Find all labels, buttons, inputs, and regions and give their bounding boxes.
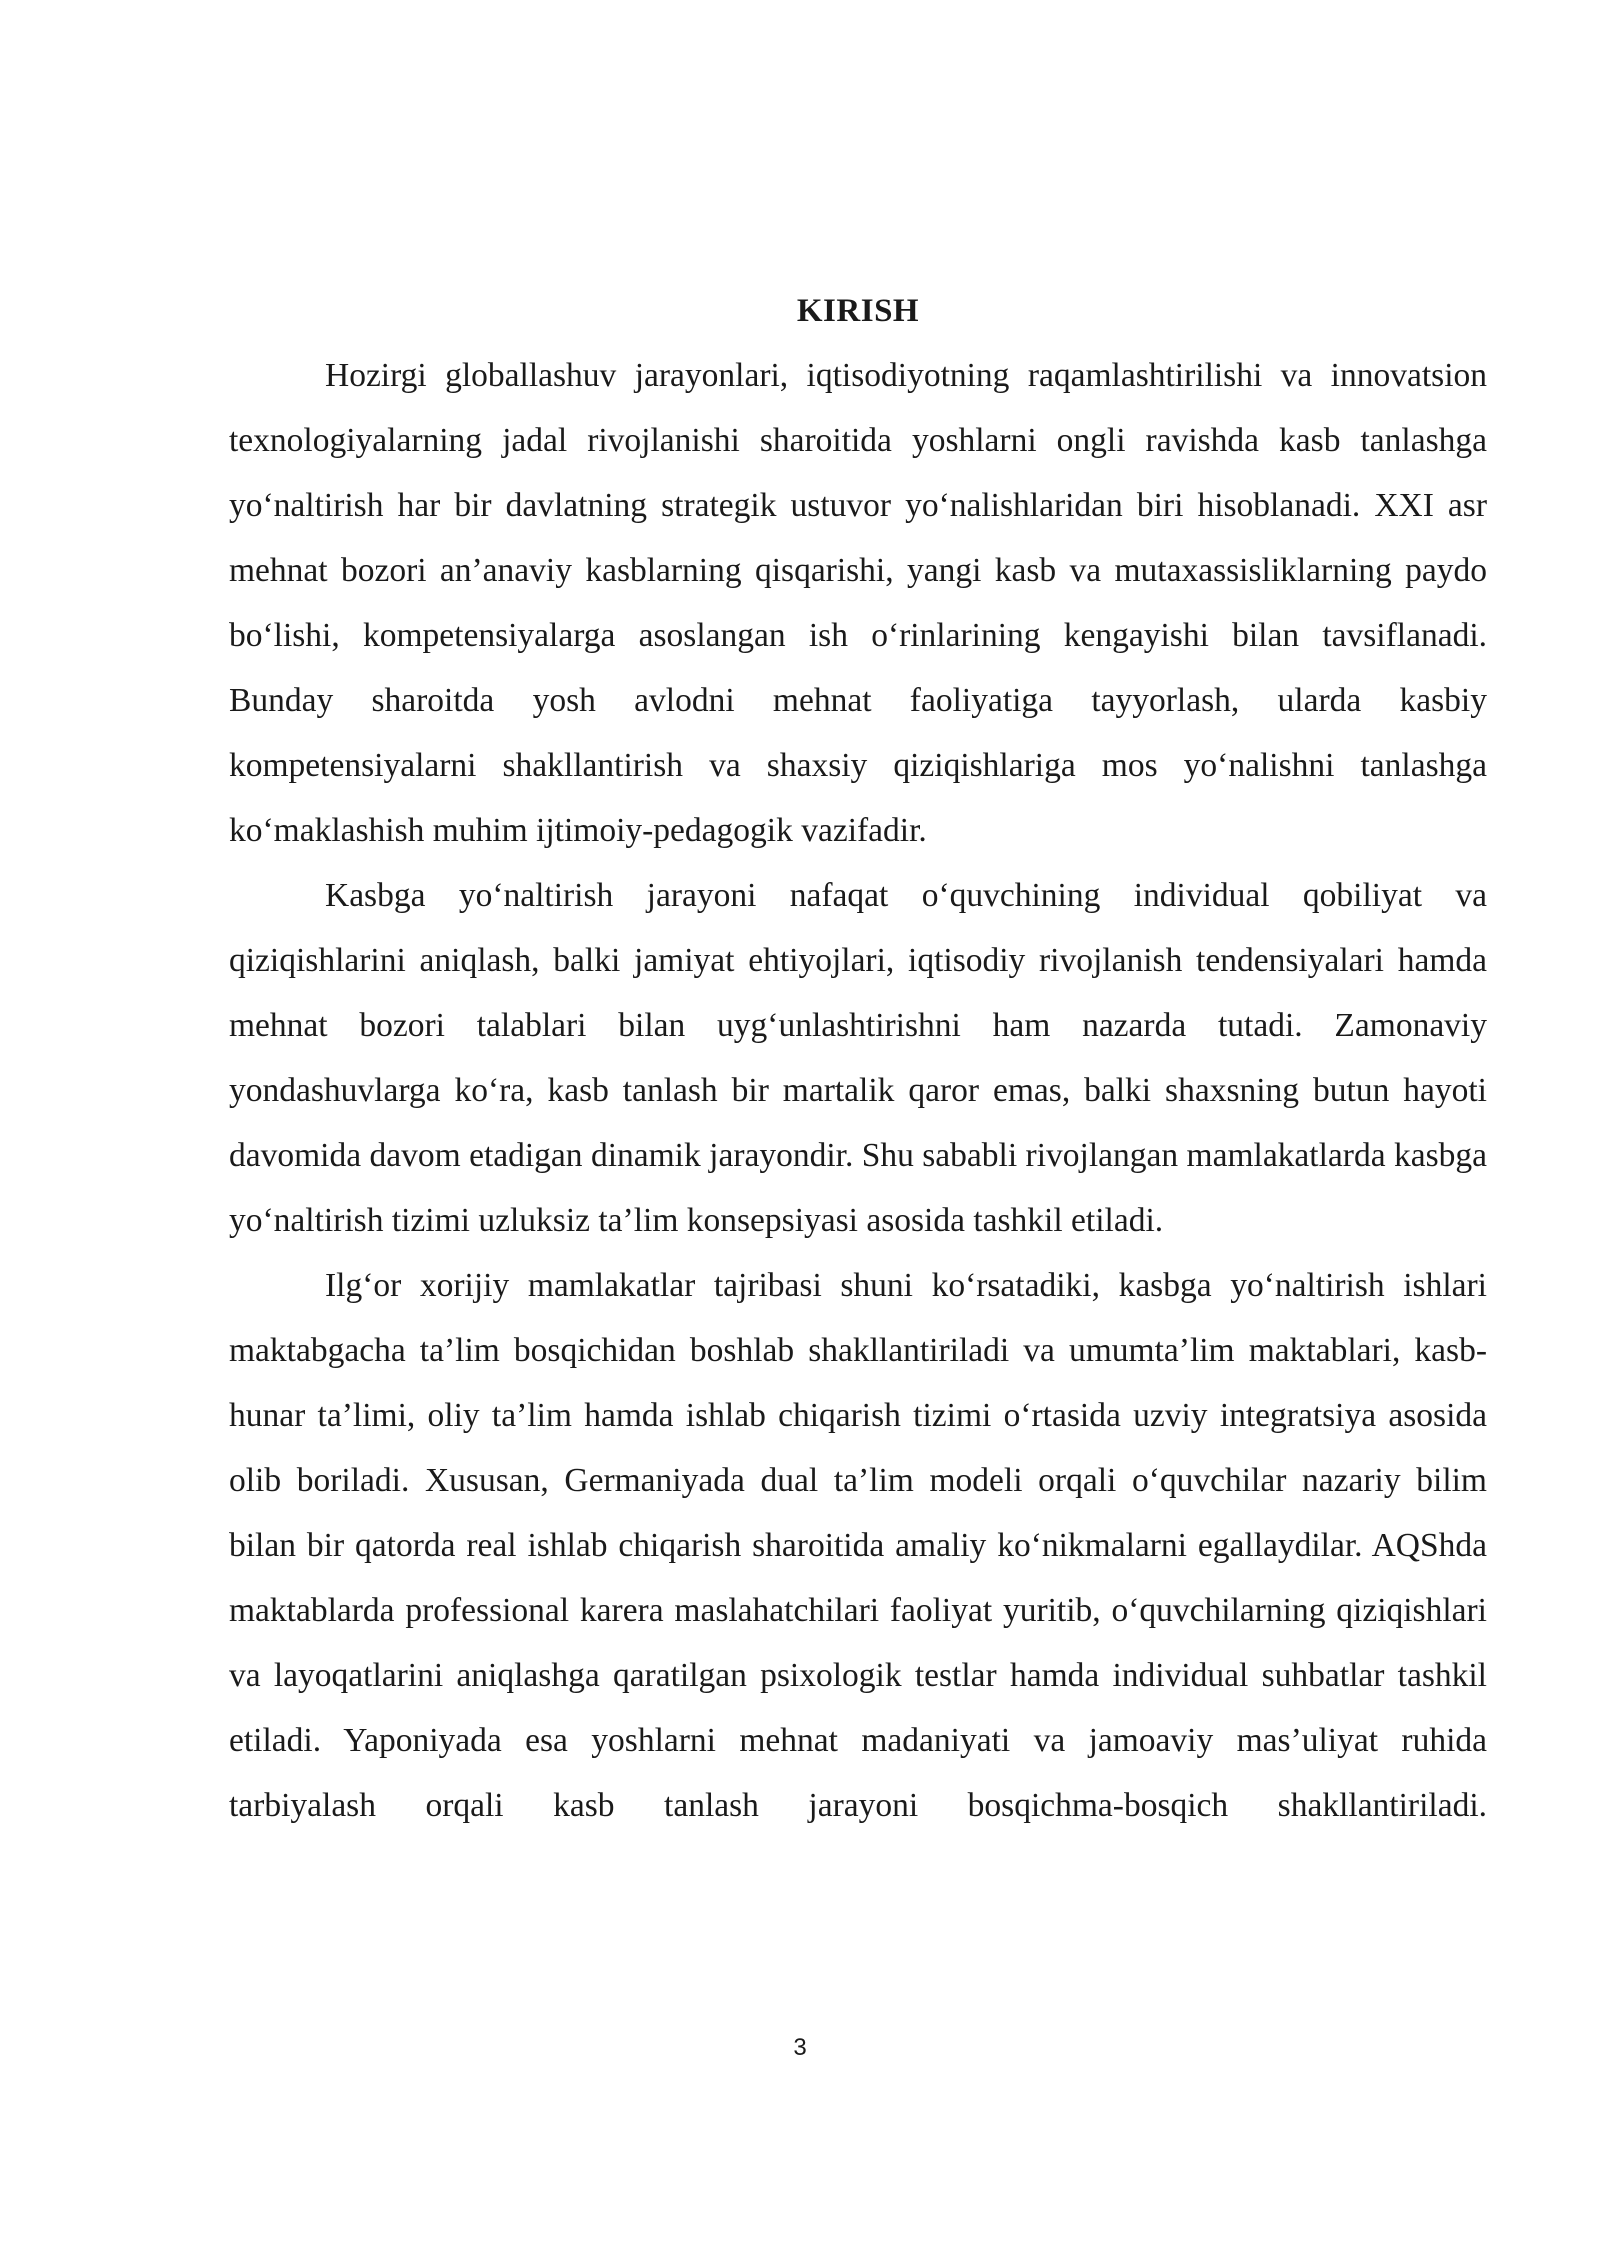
document-page bbox=[229, 286, 1487, 1838]
paragraph-3: Ilg‘or xorijiy mamlakatlar tajribasi shuni ko‘rsatadiki, kasbga yo‘naltirish ishlari maktabgacha ta’lim bosqichidan boshlab shakllantiriladi va umumta’lim maktablari, kasb-hunar ta’limi, oliy ta’lim hamda ishlab chiqarish tizimi o‘rtasida uzviy integratsiya asosida olib boriladi. Xususan, Germaniyada dual ta’lim modeli orqali o‘quvchilar nazariy bilim bilan bir qatorda real ishlab chiqarish sharoitida amaliy ko‘nikmalarni egallaydilar. AQShda maktablarda professional karera maslahatchilari faoliyat yuritib, o‘quvchilarning qiziqishlari va layoqatlarini aniqlashga qaratilgan psixologik testlar hamda individual suhbatlar tashkil etiladi. Yaponiyada esa yoshlarni mehnat madaniyati va jamoaviy mas’uliyat ruhida tarbiyalash orqali kasb tanlash jarayoni bosqichma-bosqich shakllantiriladi. bbox=[229, 1267, 1487, 1824]
section-title: KIRISH bbox=[796, 293, 920, 329]
paragraph-2: Kasbga yo‘naltirish jarayoni nafaqat o‘quvchining individual qobiliyat va qiziqishlarini aniqlash, balki jamiyat ehtiyojlari, iqtisodiy rivojlanish tendensiyalari hamda mehnat bozori talablari bilan uyg‘unlashtirishni ham nazarda tutadi. Zamonaviy yondashuvlarga ko‘ra, kasb tanlash bir martalik qaror emas, balki shaxsning butun hayoti davomida davom etadigan dinamik jarayondir. Shu sababli rivojlangan mamlakatlarda kasbga yo‘naltirish tizimi uzluksiz ta’lim konsepsiyasi asosida tashkil etiladi. bbox=[229, 877, 1487, 1239]
page-number: 3 bbox=[793, 2034, 807, 2061]
paragraph-1: Hozirgi globallashuv jarayonlari, iqtisodiyotning raqamlashtirilishi va innovatsion texnologiyalarning jadal rivojlanishi sharoitida yoshlarni ongli ravishda kasb tanlashga yo‘naltirish har bir davlatning strategik ustuvor yo‘nalishlaridan biri hisoblanadi. XXI asr mehnat bozori an’anaviy kasblarning qisqarishi, yangi kasb va mutaxassisliklarning paydo bo‘lishi, kompetensiyalarga asoslangan ish o‘rinlarining kengayishi bilan tavsiflanadi. Bunday sharoitda yosh avlodni mehnat faoliyatiga tayyorlash, ularda kasbiy kompetensiyalarni shakllantirish va shaxsiy qiziqishlariga mos yo‘nalishni tanlashga ko‘maklashish muhim ijtimoiy-pedagogik vazifadir. bbox=[229, 357, 1487, 849]
